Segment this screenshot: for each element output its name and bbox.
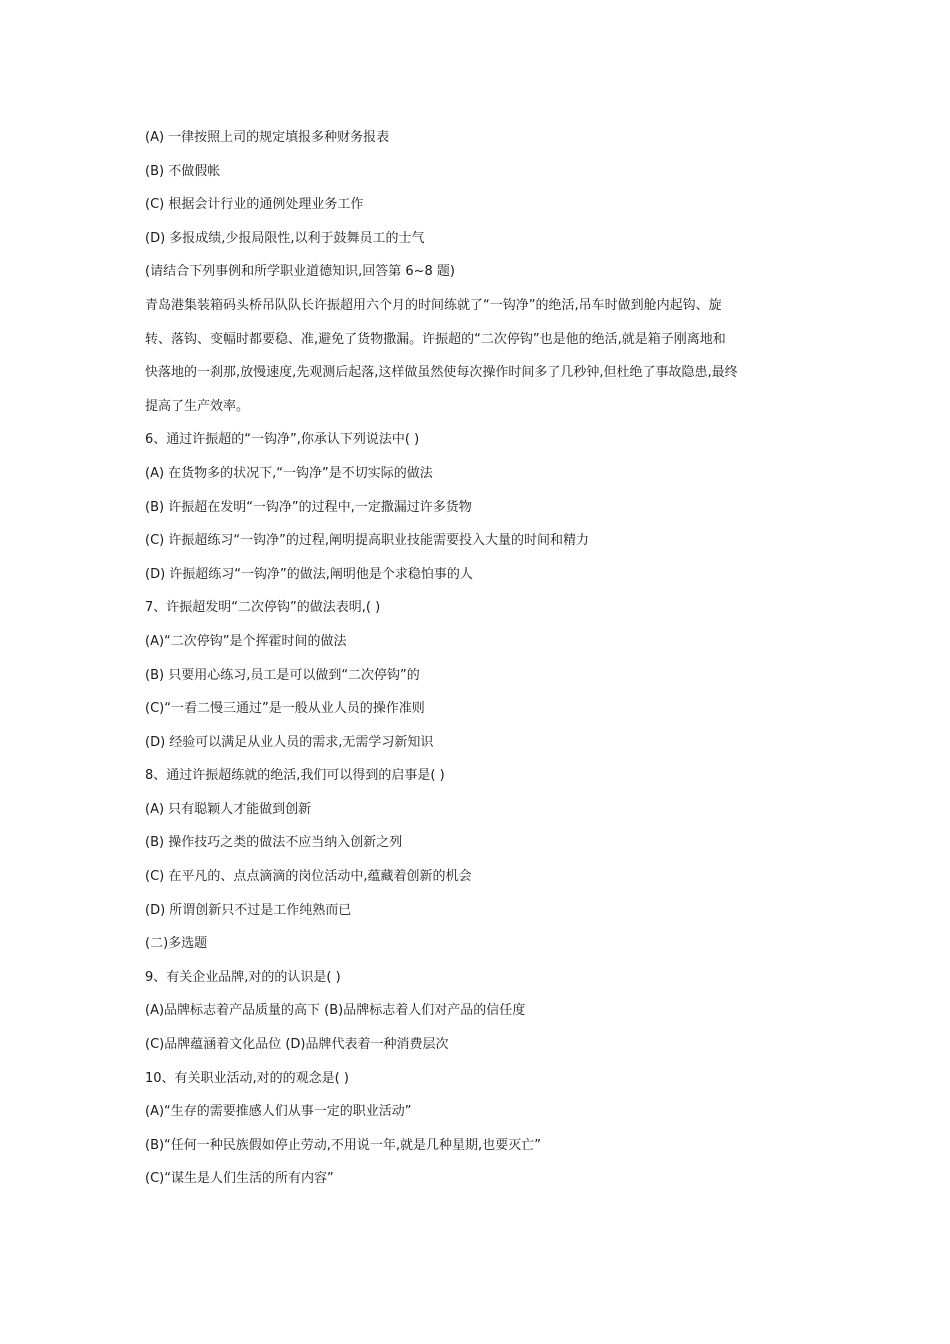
question-8: 8、通过许振超练就的绝活,我们可以得到的启事是( ) [145,768,445,784]
case-paragraph-line-1: 青岛港集装箱码头桥吊队队长许振超用六个月的时间练就了“一钩净”的绝活,吊车时做到舱内起钩、旋 [145,297,722,313]
option-a-q7: (A)“二次停钩”是个挥霍时间的做法 [145,633,347,649]
option-d-q8: (D) 所谓创新只不过是工作纯熟而已 [145,902,352,918]
option-a-q10: (A)“生存的需要推感人们从事一定的职业活动” [145,1104,412,1120]
option-c-q6: (C) 许振超练习“一钩净”的过程,阐明提高职业技能需要投入大量的时间和精力 [145,533,589,549]
question-6: 6、通过许振超的“一钩净”,你承认下列说法中( ) [145,432,420,448]
option-b-q5: (B) 不做假帐 [145,163,221,179]
option-c-q10: (C)“谋生是人们生活的所有内容” [145,1171,334,1187]
options-cd-q9: (C)品牌蕴涵着文化品位 (D)品牌代表着一种消费层次 [145,1037,449,1053]
option-b-q6: (B) 许振超在发明“一钩净”的过程中,一定撒漏过许多货物 [145,499,472,515]
option-b-q7: (B) 只要用心练习,员工是可以做到“二次停钩”的 [145,667,420,683]
instruction-q6-8: (请结合下列事例和所学职业道德知识,回答第 6~8 题) [145,264,455,280]
question-10: 10、有关职业活动,对的的观念是( ) [145,1070,349,1086]
option-a-q8: (A) 只有聪颖人才能做到创新 [145,801,312,817]
option-d-q7: (D) 经验可以满足从业人员的需求,无需学习新知识 [145,734,434,750]
case-paragraph-line-2: 转、落钩、变幅时都要稳、准,避免了货物撒漏。许振超的“二次停钩”也是他的绝活,就是箱子刚离地和 [145,331,726,347]
option-a-q5: (A) 一律按照上司的规定填报多种财务报表 [145,130,390,145]
option-d-q6: (D) 许振超练习“一钩净”的做法,阐明他是个求稳怕事的人 [145,566,473,582]
option-c-q5: (C) 根据会计行业的通例处理业务工作 [145,197,364,213]
case-paragraph-line-4: 提高了生产效率。 [145,398,250,414]
options-ab-q9: (A)品牌标志着产品质量的高下 (B)品牌标志着人们对产品的信任度 [145,1003,526,1019]
case-paragraph-line-3: 快落地的一刹那,放慢速度,先观测后起落,这样做虽然使每次操作时间多了几秒钟,但杜绝了事故隐患,最终 [145,365,738,381]
option-c-q8: (C) 在平凡的、点点滴滴的岗位活动中,蕴藏着创新的机会 [145,869,472,885]
option-a-q6: (A) 在货物多的状况下,“一钩净”是不切实际的做法 [145,465,433,481]
option-b-q10: (B)“任何一种民族假如停止劳动,不用说一年,就是几种星期,也要灭亡” [145,1137,541,1153]
document-body [145,124,815,1199]
question-7: 7、许振超发明“二次停钩”的做法表明,( ) [145,600,381,616]
question-9: 9、有关企业品牌,对的的认识是( ) [145,969,341,985]
option-d-q5: (D) 多报成绩,少报局限性,以利于鼓舞员工的士气 [145,230,425,246]
option-b-q8: (B) 操作技巧之类的做法不应当纳入创新之列 [145,835,403,851]
option-c-q7: (C)“一看二慢三通过”是一般从业人员的操作准则 [145,701,425,717]
section-heading-multiple-choice: (二)多选题 [145,936,208,952]
